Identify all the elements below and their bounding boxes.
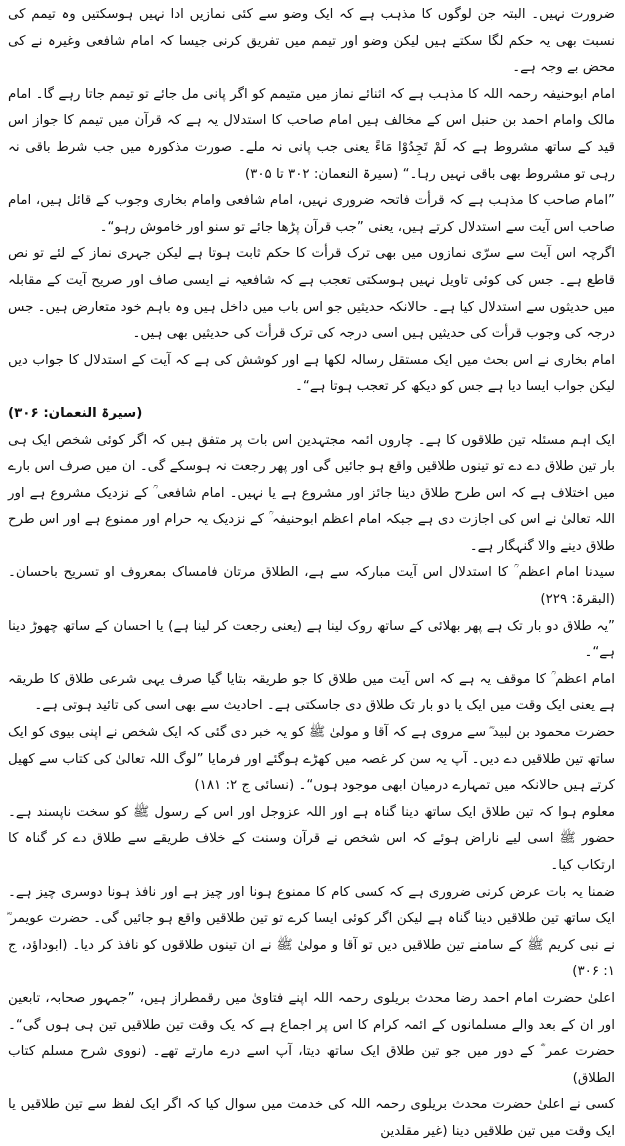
paragraph-1: ضرورت نہیں۔ البتہ جن لوگوں کا مذہب ہے کہ ایک وضو سے کئی نمازیں ادا نہیں ہوسکتیں وہ تیمم کی نسبت بھی یہ حکم لگا سکتے ہیں لیکن وضو اور تیمم میں تفریق کرنی جیسا کہ امام شافعی وغیرہ نے کی محض بے وجہ ہے۔ [8, 7, 615, 76]
paragraph-12: ضمنا یہ بات عرض کرنی ضروری ہے کہ کسی کام کا ممنوع ہونا اور چیز ہے اور نافذ ہونا دوسری چیز ہے۔ ایک ساتھ تین طلاقیں دینا گناہ ہے لیکن اگر کوئی ایسا کرے تو تین طلاقیں واقع ہو جائیں گی۔ حضرت عویمر ؓ نے نبی کریم ﷺ کے سامنے تین طلاقیں دیں تو آقا و مولیٰ ﷺ نے ان تینوں طلاقوں کو نافذ کر دیا۔ (ابوداؤد، ج ۱: ۳۰۶) [8, 884, 615, 980]
paragraph-6: ایک اہم مسئلہ تین طلاقوں کا ہے۔ چاروں ائمہ مجتہدین اس بات پر متفق ہیں کہ اگر کوئی شخص ایک ہی بار تین طلاق دے دے تو تینوں طلاقیں واقع ہو جائیں گی اور پھر رجعت نہ ہوسکے گی۔ ان میں صرف اس بارے میں اختلاف ہے کہ اس طرح طلاق دینا جائز اور مشروع ہے یا نہیں۔ امام شافعی ؒ کے نزدیک مشروع ہے اور اللہ تعالیٰ نے اس کی اجازت دی ہے جبکہ امام اعظم ابوحنیفہ ؒ کے نزدیک یہ حرام اور ممنوع ہے اور اس طرح طلاق دینے والا گنہگار ہے۔ [8, 432, 615, 554]
paragraph-7: سیدنا امام اعظم ؒ کا استدلال اس آیت مبارکہ سے ہے، الطلاق مرتان فامساک بمعروف او تسریح باحسان۔ (البقرۃ: ۲۲۹) [8, 565, 615, 608]
paragraph-14: کسی نے اعلیٰ حضرت محدث بریلوی رحمہ اللہ کی خدمت میں سوال کیا کہ اگر ایک لفظ سے تین طلاقیں یا ایک وقت میں تین طلاقیں دینا (غیر مقلدین [8, 1097, 615, 1139]
reference-citation: (سیرۃ النعمان: ۳۰۶) [8, 405, 143, 421]
paragraph-2: امام ابوحنیفہ رحمہ اللہ کا مذہب ہے کہ اثنائے نماز میں متیمم کو اگر پانی مل جائے تو تیمم جاتا رہے گا۔ امام مالک وامام احمد بن حنبل اس کے مخالف ہیں امام صاحب کا استدلال یہ ہے کہ قرآن میں تیمم کا جواز اس قید کے ساتھ مشروط ہے کہ لَمْ تَجِدُوْا مَاءً یعنی جب پانی نہ ملے۔ صورت مذکورہ میں جب شرط باقی نہ رہی تو مشروط بھی باقی نہیں رہا۔“ (سیرۃ النعمان: ۳۰۲ تا ۳۰۵) [8, 86, 615, 182]
paragraph-4: اگرچہ اس آیت سے سرّی نمازوں میں بھی ترک قرأت کا حکم ثابت ہوتا ہے لیکن جہری نماز کے لئے تو نص قاطع ہے۔ جس کی کوئی تاویل نہیں ہوسکتی تعجب ہے کہ شافعیہ نے ایسی صاف اور صریح آیت کے مقابلہ میں حدیثوں سے استدلال کیا ہے۔ حالانکہ حدیثیں جو اس باب میں داخل ہیں وہ باہم خود متعارض ہیں۔ جس درجہ کی وجوب قرأت کی حدیثیں ہیں اسی درجہ کی ترک قرأت کی حدیثیں بھی ہیں۔ [8, 246, 615, 342]
paragraph-13: اعلیٰ حضرت امام احمد رضا محدث بریلوی رحمہ اللہ اپنے فتاویٰ میں رقمطراز ہیں، ”جمہور صحابہ، تابعین اور ان کے بعد والے مسلمانوں کے ائمہ کرام کا اس پر اجماع ہے کہ یک وقت تین طلاقیں تین ہی ہوں گی“۔ حضرت عمر ؓ کے دور میں جو تین طلاق ایک ساتھ دیتا، آپ اسے درے مارتے تھے۔ (نووی شرح مسلم کتاب الطلاق) [8, 990, 615, 1086]
paragraph-11: معلوم ہوا کہ تین طلاق ایک ساتھ دینا گناہ ہے اور اللہ عزوجل اور اس کے رسول ﷺ کو سخت ناپسند ہے۔ حضور ﷺ اسی لیے ناراض ہوئے کہ اس شخص نے قرآن وسنت کے خلاف طریقے سے طلاق دے کر گناہ کا ارتکاب کیا۔ [8, 804, 615, 873]
paragraph-3: ”امام صاحب کا مذہب ہے کہ قرأت فاتحہ ضروری نہیں، امام شافعی وامام بخاری وجوب کے قائل ہیں، امام صاحب اس آیت سے استدلال کرتے ہیں، یعنی ”جب قرآن پڑھا جائے تو سنو اور خاموش رہو“۔ [8, 193, 615, 235]
paragraph-5: امام بخاری نے اس بحث میں ایک مستقل رسالہ لکھا ہے اور کوشش کی ہے کہ آیت کے استدلال کا جواب دیں لیکن جواب ایسا دیا ہے جس کو دیکھ کر تعجب ہوتا ہے“۔ [8, 352, 615, 395]
paragraph-10: حضرت محمود بن لبید ؓ سے مروی ہے کہ آقا و مولیٰ ﷺ کو یہ خبر دی گئی کہ ایک شخص نے اپنی بیوی کو ایک ساتھ تین طلاقیں دے دیں۔ آپ یہ سن کر غصہ میں کھڑے ہوگئے اور فرمایا ”لوگ اللہ تعالیٰ کی کتاب سے کھیل کرتے ہیں حالانکہ میں تمہارے درمیان ابھی موجود ہوں“۔ (نسائی ج ۲: ۱۸۱) [8, 725, 615, 794]
paragraph-8: ”یہ طلاق دو بار تک ہے پھر بھلائی کے ساتھ روک لینا ہے (یعنی رجعت کر لینا ہے) یا احسان کے ساتھ چھوڑ دینا ہے“۔ [8, 618, 615, 661]
paragraph-9: امام اعظم ؒ کا موقف یہ ہے کہ اس آیت میں طلاق کا جو طریقہ بتایا گیا صرف یہی شرعی طلاق کا طریقہ ہے یعنی ایک وقت میں ایک یا دو بار تک طلاق دی جاسکتی ہے۔ احادیث سے بھی اسی کی تائید ہوتی ہے۔ [8, 671, 615, 714]
